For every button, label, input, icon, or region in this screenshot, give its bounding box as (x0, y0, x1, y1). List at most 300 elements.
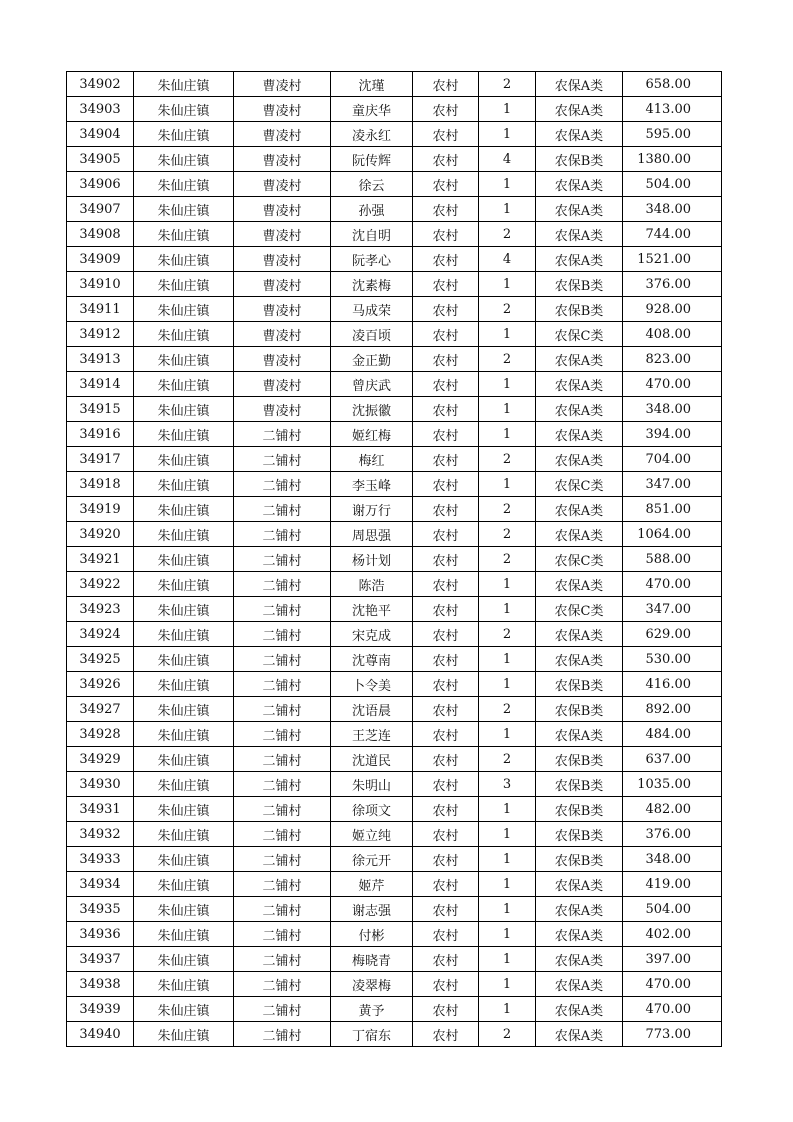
village-cell: 二铺村 (234, 522, 331, 547)
household-count-cell: 2 (479, 747, 536, 772)
insurance-category-cell: 农保C类 (536, 472, 623, 497)
insurance-category-cell: 农保A类 (536, 947, 623, 972)
record-id-cell: 34928 (67, 722, 134, 747)
insurance-category-cell: 农保A类 (536, 897, 623, 922)
town-cell: 朱仙庄镇 (134, 247, 234, 272)
insurance-category-cell: 农保B类 (536, 797, 623, 822)
village-cell: 二铺村 (234, 497, 331, 522)
area-type-cell: 农村 (413, 397, 479, 422)
person-name-cell: 周思强 (331, 522, 413, 547)
record-id-cell: 34918 (67, 472, 134, 497)
person-name-cell: 谢万行 (331, 497, 413, 522)
village-cell: 曹凌村 (234, 222, 331, 247)
insurance-category-cell: 农保B类 (536, 772, 623, 797)
household-count-cell: 1 (479, 647, 536, 672)
table-row (67, 622, 722, 647)
town-cell: 朱仙庄镇 (134, 922, 234, 947)
amount-cell: 376.00 (623, 822, 722, 847)
person-name-cell: 姬红梅 (331, 422, 413, 447)
village-cell: 曹凌村 (234, 97, 331, 122)
town-cell: 朱仙庄镇 (134, 447, 234, 472)
table-row (67, 722, 722, 747)
table-row (67, 147, 722, 172)
table-row (67, 922, 722, 947)
household-count-cell: 1 (479, 472, 536, 497)
household-count-cell: 2 (479, 547, 536, 572)
insurance-category-cell: 农保A类 (536, 97, 623, 122)
insurance-category-cell: 农保C类 (536, 597, 623, 622)
person-name-cell: 丁宿东 (331, 1022, 413, 1047)
insurance-category-cell: 农保A类 (536, 497, 623, 522)
household-count-cell: 2 (479, 347, 536, 372)
village-cell: 二铺村 (234, 972, 331, 997)
person-name-cell: 梅红 (331, 447, 413, 472)
insurance-category-cell: 农保B类 (536, 747, 623, 772)
town-cell: 朱仙庄镇 (134, 522, 234, 547)
amount-cell: 348.00 (623, 397, 722, 422)
area-type-cell: 农村 (413, 172, 479, 197)
household-count-cell: 1 (479, 397, 536, 422)
insurance-category-cell: 农保A类 (536, 247, 623, 272)
town-cell: 朱仙庄镇 (134, 947, 234, 972)
village-cell: 二铺村 (234, 672, 331, 697)
table-row (67, 247, 722, 272)
area-type-cell: 农村 (413, 897, 479, 922)
amount-cell: 1064.00 (623, 522, 722, 547)
village-cell: 二铺村 (234, 797, 331, 822)
amount-cell: 348.00 (623, 197, 722, 222)
insurance-category-cell: 农保B类 (536, 847, 623, 872)
household-count-cell: 1 (479, 272, 536, 297)
table-row (67, 97, 722, 122)
town-cell: 朱仙庄镇 (134, 347, 234, 372)
record-id-cell: 34914 (67, 372, 134, 397)
record-id-cell: 34927 (67, 697, 134, 722)
person-name-cell: 卜令美 (331, 672, 413, 697)
person-name-cell: 徐云 (331, 172, 413, 197)
amount-cell: 470.00 (623, 572, 722, 597)
village-cell: 二铺村 (234, 747, 331, 772)
amount-cell: 470.00 (623, 972, 722, 997)
town-cell: 朱仙庄镇 (134, 422, 234, 447)
person-name-cell: 金正勤 (331, 347, 413, 372)
area-type-cell: 农村 (413, 472, 479, 497)
record-id-cell: 34920 (67, 522, 134, 547)
person-name-cell: 黄予 (331, 997, 413, 1022)
person-name-cell: 沈艳平 (331, 597, 413, 622)
village-cell: 二铺村 (234, 722, 331, 747)
household-count-cell: 1 (479, 422, 536, 447)
record-id-cell: 34925 (67, 647, 134, 672)
village-cell: 二铺村 (234, 897, 331, 922)
table-row (67, 72, 722, 97)
record-id-cell: 34916 (67, 422, 134, 447)
person-name-cell: 沈素梅 (331, 272, 413, 297)
town-cell: 朱仙庄镇 (134, 597, 234, 622)
insurance-category-cell: 农保A类 (536, 397, 623, 422)
table-row (67, 122, 722, 147)
household-count-cell: 1 (479, 197, 536, 222)
area-type-cell: 农村 (413, 72, 479, 97)
table-row (67, 597, 722, 622)
household-count-cell: 1 (479, 872, 536, 897)
record-id-cell: 34939 (67, 997, 134, 1022)
insurance-category-cell: 农保A类 (536, 622, 623, 647)
amount-cell: 744.00 (623, 222, 722, 247)
household-count-cell: 1 (479, 672, 536, 697)
record-id-cell: 34922 (67, 572, 134, 597)
table-row (67, 372, 722, 397)
area-type-cell: 农村 (413, 247, 479, 272)
record-id-cell: 34904 (67, 122, 134, 147)
area-type-cell: 农村 (413, 872, 479, 897)
record-id-cell: 34912 (67, 322, 134, 347)
town-cell: 朱仙庄镇 (134, 647, 234, 672)
area-type-cell: 农村 (413, 572, 479, 597)
person-name-cell: 凌百顷 (331, 322, 413, 347)
area-type-cell: 农村 (413, 447, 479, 472)
area-type-cell: 农村 (413, 97, 479, 122)
insurance-category-cell: 农保A类 (536, 222, 623, 247)
person-name-cell: 凌翠梅 (331, 972, 413, 997)
insurance-category-cell: 农保B类 (536, 672, 623, 697)
village-cell: 二铺村 (234, 472, 331, 497)
town-cell: 朱仙庄镇 (134, 72, 234, 97)
household-count-cell: 1 (479, 947, 536, 972)
household-count-cell: 2 (479, 447, 536, 472)
person-name-cell: 沈语晨 (331, 697, 413, 722)
area-type-cell: 农村 (413, 622, 479, 647)
town-cell: 朱仙庄镇 (134, 772, 234, 797)
town-cell: 朱仙庄镇 (134, 497, 234, 522)
amount-cell: 347.00 (623, 472, 722, 497)
person-name-cell: 沈振徽 (331, 397, 413, 422)
household-count-cell: 2 (479, 222, 536, 247)
area-type-cell: 农村 (413, 322, 479, 347)
household-count-cell: 2 (479, 497, 536, 522)
person-name-cell: 沈道民 (331, 747, 413, 772)
record-id-cell: 34931 (67, 797, 134, 822)
table-row (67, 847, 722, 872)
table-row (67, 397, 722, 422)
area-type-cell: 农村 (413, 947, 479, 972)
area-type-cell: 农村 (413, 722, 479, 747)
record-id-cell: 34917 (67, 447, 134, 472)
town-cell: 朱仙庄镇 (134, 472, 234, 497)
household-count-cell: 1 (479, 722, 536, 747)
table-row (67, 322, 722, 347)
record-id-cell: 34929 (67, 747, 134, 772)
table-row (67, 572, 722, 597)
area-type-cell: 农村 (413, 972, 479, 997)
town-cell: 朱仙庄镇 (134, 747, 234, 772)
person-name-cell: 沈尊南 (331, 647, 413, 672)
household-count-cell: 2 (479, 1022, 536, 1047)
person-name-cell: 徐元开 (331, 847, 413, 872)
table-row (67, 972, 722, 997)
household-count-cell: 1 (479, 372, 536, 397)
table-row (67, 672, 722, 697)
insurance-category-cell: 农保B类 (536, 822, 623, 847)
amount-cell: 408.00 (623, 322, 722, 347)
amount-cell: 637.00 (623, 747, 722, 772)
town-cell: 朱仙庄镇 (134, 897, 234, 922)
village-cell: 二铺村 (234, 1022, 331, 1047)
insurance-category-cell: 农保A类 (536, 447, 623, 472)
amount-cell: 416.00 (623, 672, 722, 697)
area-type-cell: 农村 (413, 847, 479, 872)
table-row (67, 1022, 722, 1047)
village-cell: 二铺村 (234, 622, 331, 647)
person-name-cell: 阮孝心 (331, 247, 413, 272)
household-count-cell: 2 (479, 697, 536, 722)
table-row (67, 947, 722, 972)
town-cell: 朱仙庄镇 (134, 697, 234, 722)
village-cell: 二铺村 (234, 447, 331, 472)
area-type-cell: 农村 (413, 697, 479, 722)
person-name-cell: 姬芹 (331, 872, 413, 897)
insurance-category-cell: 农保A类 (536, 572, 623, 597)
area-type-cell: 农村 (413, 272, 479, 297)
amount-cell: 658.00 (623, 72, 722, 97)
insurance-category-cell: 农保A类 (536, 997, 623, 1022)
insurance-category-cell: 农保A类 (536, 522, 623, 547)
table-row (67, 197, 722, 222)
area-type-cell: 农村 (413, 822, 479, 847)
person-name-cell: 沈自明 (331, 222, 413, 247)
amount-cell: 1521.00 (623, 247, 722, 272)
insurance-category-cell: 农保B类 (536, 147, 623, 172)
table-row (67, 772, 722, 797)
village-cell: 二铺村 (234, 822, 331, 847)
town-cell: 朱仙庄镇 (134, 147, 234, 172)
area-type-cell: 农村 (413, 522, 479, 547)
insurance-category-cell: 农保A类 (536, 922, 623, 947)
household-count-cell: 1 (479, 597, 536, 622)
town-cell: 朱仙庄镇 (134, 847, 234, 872)
household-count-cell: 2 (479, 522, 536, 547)
insurance-category-cell: 农保A类 (536, 422, 623, 447)
record-id-cell: 34926 (67, 672, 134, 697)
person-name-cell: 沈瑾 (331, 72, 413, 97)
record-id-cell: 34909 (67, 247, 134, 272)
town-cell: 朱仙庄镇 (134, 722, 234, 747)
town-cell: 朱仙庄镇 (134, 372, 234, 397)
table-body (67, 72, 722, 1047)
town-cell: 朱仙庄镇 (134, 547, 234, 572)
village-cell: 曹凌村 (234, 72, 331, 97)
town-cell: 朱仙庄镇 (134, 672, 234, 697)
village-cell: 曹凌村 (234, 272, 331, 297)
record-id-cell: 34923 (67, 597, 134, 622)
town-cell: 朱仙庄镇 (134, 122, 234, 147)
amount-cell: 504.00 (623, 897, 722, 922)
amount-cell: 773.00 (623, 1022, 722, 1047)
record-id-cell: 34907 (67, 197, 134, 222)
village-cell: 曹凌村 (234, 372, 331, 397)
amount-cell: 470.00 (623, 372, 722, 397)
amount-cell: 347.00 (623, 597, 722, 622)
amount-cell: 928.00 (623, 297, 722, 322)
amount-cell: 892.00 (623, 697, 722, 722)
record-id-cell: 34919 (67, 497, 134, 522)
village-cell: 二铺村 (234, 997, 331, 1022)
record-id-cell: 34910 (67, 272, 134, 297)
insurance-category-cell: 农保C类 (536, 322, 623, 347)
table-row (67, 697, 722, 722)
area-type-cell: 农村 (413, 147, 479, 172)
person-name-cell: 梅晓青 (331, 947, 413, 972)
town-cell: 朱仙庄镇 (134, 272, 234, 297)
insurance-category-cell: 农保A类 (536, 197, 623, 222)
area-type-cell: 农村 (413, 672, 479, 697)
amount-cell: 348.00 (623, 847, 722, 872)
person-name-cell: 姬立纯 (331, 822, 413, 847)
record-id-cell: 34915 (67, 397, 134, 422)
table-row (67, 172, 722, 197)
record-id-cell: 34933 (67, 847, 134, 872)
record-id-cell: 34905 (67, 147, 134, 172)
person-name-cell: 李玉峰 (331, 472, 413, 497)
village-cell: 曹凌村 (234, 397, 331, 422)
record-id-cell: 34924 (67, 622, 134, 647)
person-name-cell: 宋克成 (331, 622, 413, 647)
table-row (67, 797, 722, 822)
household-count-cell: 2 (479, 297, 536, 322)
person-name-cell: 马成荣 (331, 297, 413, 322)
record-id-cell: 34906 (67, 172, 134, 197)
table-row (67, 347, 722, 372)
record-id-cell: 34902 (67, 72, 134, 97)
town-cell: 朱仙庄镇 (134, 172, 234, 197)
amount-cell: 419.00 (623, 872, 722, 897)
village-cell: 曹凌村 (234, 197, 331, 222)
amount-cell: 595.00 (623, 122, 722, 147)
record-id-cell: 34903 (67, 97, 134, 122)
household-count-cell: 1 (479, 172, 536, 197)
subsidy-table (66, 71, 722, 1047)
area-type-cell: 农村 (413, 547, 479, 572)
table-row (67, 272, 722, 297)
area-type-cell: 农村 (413, 422, 479, 447)
household-count-cell: 1 (479, 847, 536, 872)
record-id-cell: 34936 (67, 922, 134, 947)
insurance-category-cell: 农保B类 (536, 297, 623, 322)
person-name-cell: 王芝连 (331, 722, 413, 747)
record-id-cell: 34913 (67, 347, 134, 372)
area-type-cell: 农村 (413, 222, 479, 247)
town-cell: 朱仙庄镇 (134, 1022, 234, 1047)
insurance-category-cell: 农保A类 (536, 122, 623, 147)
household-count-cell: 2 (479, 622, 536, 647)
record-id-cell: 34935 (67, 897, 134, 922)
person-name-cell: 徐项文 (331, 797, 413, 822)
household-count-cell: 1 (479, 322, 536, 347)
amount-cell: 1035.00 (623, 772, 722, 797)
town-cell: 朱仙庄镇 (134, 322, 234, 347)
amount-cell: 704.00 (623, 447, 722, 472)
person-name-cell: 陈浩 (331, 572, 413, 597)
table-row (67, 897, 722, 922)
table-row (67, 222, 722, 247)
table-row (67, 747, 722, 772)
table-row (67, 822, 722, 847)
person-name-cell: 杨计划 (331, 547, 413, 572)
person-name-cell: 孙强 (331, 197, 413, 222)
person-name-cell: 曾庆武 (331, 372, 413, 397)
town-cell: 朱仙庄镇 (134, 872, 234, 897)
amount-cell: 376.00 (623, 272, 722, 297)
amount-cell: 482.00 (623, 797, 722, 822)
amount-cell: 413.00 (623, 97, 722, 122)
town-cell: 朱仙庄镇 (134, 572, 234, 597)
household-count-cell: 1 (479, 997, 536, 1022)
village-cell: 二铺村 (234, 647, 331, 672)
village-cell: 二铺村 (234, 597, 331, 622)
table-row (67, 497, 722, 522)
amount-cell: 588.00 (623, 547, 722, 572)
person-name-cell: 童庆华 (331, 97, 413, 122)
insurance-category-cell: 农保A类 (536, 872, 623, 897)
village-cell: 曹凌村 (234, 322, 331, 347)
village-cell: 二铺村 (234, 872, 331, 897)
amount-cell: 484.00 (623, 722, 722, 747)
insurance-category-cell: 农保A类 (536, 72, 623, 97)
area-type-cell: 农村 (413, 797, 479, 822)
village-cell: 曹凌村 (234, 147, 331, 172)
amount-cell: 397.00 (623, 947, 722, 972)
area-type-cell: 农村 (413, 497, 479, 522)
table-row (67, 522, 722, 547)
insurance-category-cell: 农保B类 (536, 272, 623, 297)
insurance-category-cell: 农保A类 (536, 347, 623, 372)
record-id-cell: 34938 (67, 972, 134, 997)
town-cell: 朱仙庄镇 (134, 822, 234, 847)
area-type-cell: 农村 (413, 772, 479, 797)
area-type-cell: 农村 (413, 372, 479, 397)
town-cell: 朱仙庄镇 (134, 397, 234, 422)
household-count-cell: 1 (479, 122, 536, 147)
amount-cell: 530.00 (623, 647, 722, 672)
amount-cell: 1380.00 (623, 147, 722, 172)
amount-cell: 629.00 (623, 622, 722, 647)
village-cell: 曹凌村 (234, 172, 331, 197)
insurance-category-cell: 农保A类 (536, 1022, 623, 1047)
insurance-category-cell: 农保A类 (536, 172, 623, 197)
household-count-cell: 4 (479, 247, 536, 272)
person-name-cell: 付彬 (331, 922, 413, 947)
table-row (67, 472, 722, 497)
area-type-cell: 农村 (413, 297, 479, 322)
household-count-cell: 1 (479, 97, 536, 122)
person-name-cell: 凌永红 (331, 122, 413, 147)
record-id-cell: 34908 (67, 222, 134, 247)
person-name-cell: 阮传辉 (331, 147, 413, 172)
household-count-cell: 1 (479, 822, 536, 847)
village-cell: 二铺村 (234, 922, 331, 947)
area-type-cell: 农村 (413, 197, 479, 222)
record-id-cell: 34921 (67, 547, 134, 572)
town-cell: 朱仙庄镇 (134, 972, 234, 997)
person-name-cell: 朱明山 (331, 772, 413, 797)
record-id-cell: 34937 (67, 947, 134, 972)
person-name-cell: 谢志强 (331, 897, 413, 922)
household-count-cell: 1 (479, 922, 536, 947)
household-count-cell: 4 (479, 147, 536, 172)
amount-cell: 470.00 (623, 997, 722, 1022)
household-count-cell: 1 (479, 572, 536, 597)
area-type-cell: 农村 (413, 597, 479, 622)
